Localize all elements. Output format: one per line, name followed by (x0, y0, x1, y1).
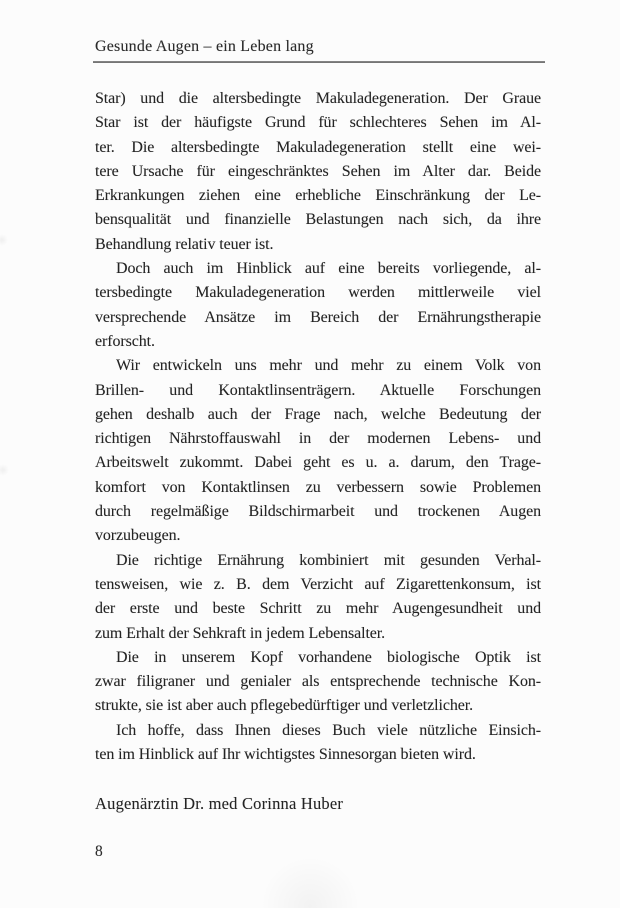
body-text (95, 87, 541, 767)
text-line: tersbedingte Makuladegeneration werden mittlerweile viel (95, 284, 541, 302)
text-line: der erste und beste Schritt zu mehr Augengesundheit und (95, 600, 541, 618)
text-line: zum Erhalt der Sehkraft in jedem Lebensalter. (95, 624, 386, 642)
text-line: gehen deshalb auch der Frage nach, welche Bedeutung der (95, 405, 541, 423)
text-line: ter. Die altersbedingte Makuladegeneration stellt eine wei- (95, 138, 541, 156)
text-line: erforscht. (95, 332, 155, 350)
text-line: Star ist der häufigste Grund für schlechteres Sehen im Al- (95, 114, 541, 132)
text-line: Brillen- und Kontaktlinsenträgern. Aktuelle Forschungen (95, 381, 541, 399)
signature-line: Augenärztin Dr. med Corinna Huber (95, 794, 344, 814)
paragraph (95, 646, 541, 719)
page-number: 8 (95, 843, 103, 861)
text-line: Die in unserem Kopf vorhandene biologische Optik ist (116, 648, 541, 666)
paragraph (95, 719, 541, 768)
text-line: versprechende Ansätze im Bereich der Ernährungstherapie (95, 308, 541, 326)
text-line: ten im Hinblick auf Ihr wichtigstes Sinnesorgan bieten wird. (95, 746, 476, 764)
text-line: bensqualität und finanzielle Belastungen nach sich, da ihre (95, 211, 541, 229)
text-line: komfort von Kontaktlinsen zu verbessern sowie Problemen (95, 478, 541, 496)
paragraph (95, 257, 541, 354)
text-line: richtigen Nährstoffauswahl in der modernen Lebens- und (95, 430, 541, 448)
text-line: Ich hoffe, dass Ihnen dieses Buch viele nützliche Einsich- (116, 721, 541, 739)
paragraph (95, 549, 541, 646)
text-line: Wir entwickeln uns mehr und mehr zu einem Volk von (116, 357, 541, 375)
text-line: vorzubeugen. (95, 527, 181, 545)
text-line: Erkrankungen ziehen eine erhebliche Einschränkung der Le- (95, 187, 541, 205)
text-line: zwar filigraner und genialer als entsprechende technische Kon- (95, 673, 541, 691)
text-column (95, 87, 541, 862)
text-line: Behandlung relativ teuer ist. (95, 235, 274, 253)
text-line: durch regelmäßige Bildschirmarbeit und trockenen Augen (95, 503, 541, 521)
paragraph (95, 354, 541, 548)
text-line: Die richtige Ernährung kombiniert mit gesunden Verhal- (116, 551, 541, 569)
paragraph (95, 87, 541, 257)
text-line: tere Ursache für eingeschränktes Sehen im Alter dar. Beide (95, 162, 541, 180)
running-header: Gesunde Augen – ein Leben lang (95, 38, 314, 55)
text-line: strukte, sie ist aber auch pflegebedürftiger und verletzlicher. (95, 697, 473, 715)
header-rule-divider (93, 61, 545, 63)
text-line: Star) und die altersbedingte Makuladegeneration. Der Graue (95, 90, 541, 107)
text-line: Arbeitswelt zukommt. Dabei geht es u. a. darum, den Trage- (95, 454, 541, 472)
text-line: Doch auch im Hinblick auf eine bereits vorliegende, al- (116, 260, 541, 278)
text-line: tensweisen, wie z. B. dem Verzicht auf Zigarettenkonsum, ist (95, 575, 541, 593)
